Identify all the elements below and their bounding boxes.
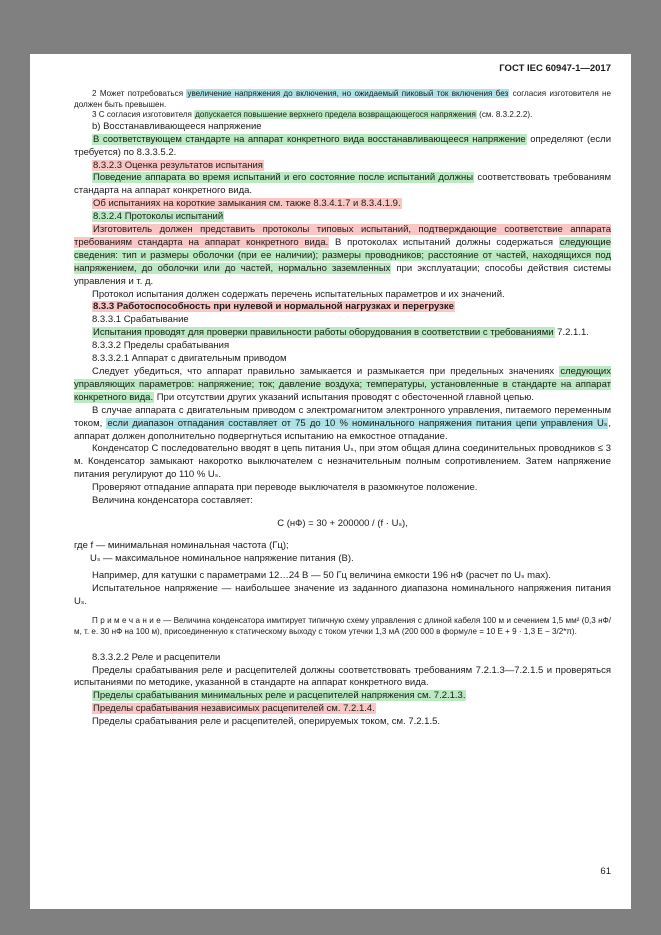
document-body xyxy=(74,89,611,729)
highlight-red: Об испытаниях на короткие замыкания см. также 8.3.4.1.7 и 8.3.4.1.9. xyxy=(93,198,401,210)
paragraph: Uₛ — максимальное номинальное напряжение питания (В). xyxy=(90,552,354,564)
paragraph: b) Восстанавливающееся напряжение xyxy=(92,120,262,132)
highlight-green: следующих управляющих параметров: напряжение; ток; давление воздуха; температуры, установленные в стандарте на аппарат конкретного вида. xyxy=(74,366,611,403)
paragraph xyxy=(74,703,611,716)
paragraph: Конденсатор С последовательно вводят в цепь питания Uₛ, при этом общая длина соединительных проводников ≤ 3 м. Конденсатор замыкают накоротко выключателем с незначительным полным сопротивлением. Затем напряжение питания регулируют до 110 % Uₛ. xyxy=(74,443,611,481)
highlight-red: Пределы срабатывания независимых расцепителей см. 7.2.1.4. xyxy=(93,703,375,715)
document-header: ГОСТ IEC 60947-1—2017 xyxy=(499,63,611,74)
highlight-red: Изготовитель должен представить протоколы типовых испытаний, подтверждающие соответствие аппарата требованиям стандарта на аппарат конкретного вида. xyxy=(74,224,611,248)
highlight-green: следующие сведения: тип и размеры оболочки (при ее наличии); размеры проводников; расстояние от частей, находящихся под напряжением, до оболочки или до частей, нормально заземленных xyxy=(74,236,611,274)
paragraph: В соответствующем стандарте на аппарат конкретного вида восстанавливающееся напряжение определяют (если требуется) по 8.3.3.5.2. xyxy=(74,133,612,158)
paragraph: Проверяют отпадание аппарата при переводе выключателя в разомкнутое положение. xyxy=(92,482,478,494)
paragraph: Пределы срабатывания реле и расцепителей, оперируемых током, см. 7.2.1.5. xyxy=(92,716,441,728)
highlight-green: допускается повышение верхнего предела возвращающегося напряжения xyxy=(195,110,476,120)
document-page xyxy=(30,54,631,909)
note: П р и м е ч а н и е — Величина конденсатора имитирует типичную схему управления с длиной кабеля 100 м и сечением 1,5 мм² (0,3 нФ/м, т. е. 30 нФ на 100 м), присоединенную к статическому выходу с током утечки 1,3 мА (200 000 в формуле = 10 Е + 9 · 1,3 Е − 3/2*π). xyxy=(74,616,611,636)
highlight-green: Поведение аппарата во время испытаний и его состояние после испытаний должны xyxy=(93,172,474,184)
highlight-green: В соответствующем стандарте на аппарат конкретного вида восстанавливающееся напряжение xyxy=(93,133,526,145)
paragraph: где f — минимальная номинальная частота (Гц); xyxy=(74,539,289,551)
paragraph: 2 Может потребоваться увеличение напряжения до включения, но ожидаемый пиковый ток включения без согласия изготовителя не должен быть превышен. xyxy=(74,89,611,109)
paragraph: Величина конденсатора составляет: xyxy=(92,495,253,507)
highlight-red: 8.3.2.3 Оценка результатов испытания xyxy=(93,159,263,171)
paragraph: Поведение аппарата во время испытаний и его состояние после испытаний должны соответствовать требованиям стандарта на аппарат конкретного вида. xyxy=(74,172,611,197)
paragraph: Пределы срабатывания реле и расцепителей должны соответствовать требованиям 7.2.1.3—7.2.1.5 и проверяться испытаниями по методике, указанной в стандарте на аппарат конкретного вида. xyxy=(74,664,611,689)
highlight-green: 8.3.2.4 Протоколы испытаний xyxy=(93,211,224,223)
page-number: 61 xyxy=(600,866,611,877)
paragraph: Протокол испытания должен содержать перечень испытательных параметров и их значений. xyxy=(92,288,505,300)
section-heading xyxy=(74,211,611,224)
section-heading: 8.3.3.2 Пределы срабатывания xyxy=(92,340,230,352)
section-heading xyxy=(74,160,611,173)
paragraph: Изготовитель должен представить протоколы типовых испытаний, подтверждающие соответствие аппарата требованиям стандарта на аппарат конкретного вида. В протоколах испытаний должны содержаться следующие сведения: тип и размеры оболочки (при ее наличии); размеры проводников; расстояние от частей, находящихся под напряжением, до оболочки или до частей, нормально заземленных при эксплуатации; способы действия системы управления и т. д. xyxy=(74,224,611,287)
formula: С (нФ) = 30 + 200000 / (f · Uₛ), xyxy=(277,517,408,529)
paragraph xyxy=(74,690,611,703)
highlight-teal: увеличение напряжения до включения, но ожидаемый пиковый ток включения без xyxy=(187,89,509,98)
paragraph xyxy=(74,198,611,211)
highlight-red: 8.3.3 Работоспособность при нулевой и нормальной нагрузках и перегрузке xyxy=(93,301,454,313)
section-heading: 8.3.3.2.1 Аппарат с двигательным приводом xyxy=(92,353,287,365)
highlight-teal: если диапазон отпадания составляет от 75 до 10 % номинального напряжения питания цепи управления Uₛ xyxy=(107,417,608,429)
paragraph: В случае аппарата с двигательным приводом с электромагнитом электронного управления, питаемого переменным током, если диапазон отпадания составляет от 75 до 10 % номинального напряжения питания цепи управления Uₛ, аппарат должен дополнительно подвергнуться испытанию на емкостное отпадание. xyxy=(74,404,611,442)
paragraph: Например, для катушки с параметрами 12…24 В — 50 Гц величина емкости 196 нФ (расчет по Uₛ max). xyxy=(92,569,551,581)
highlight-green: Испытания проводят для проверки правильности работы оборудования в соответствии с требованиями xyxy=(93,327,554,339)
section-heading: 8.3.3.1 Срабатывание xyxy=(92,314,189,326)
paragraph: Испытательное напряжение — наибольшее значение из заданного диапазона номинального напряжения питания Uₛ. xyxy=(74,582,611,607)
section-heading xyxy=(74,301,611,314)
section-heading: 8.3.3.2.2 Реле и расцепители xyxy=(92,651,221,663)
paragraph: Испытания проводят для проверки правильности работы оборудования в соответствии с требованиями 7.2.1.1. xyxy=(93,327,589,339)
paragraph: 3 С согласия изготовителя допускается повышение верхнего предела возвращающегося напряжения (см. 8.3.2.2.2). xyxy=(92,110,533,120)
highlight-green: Пределы срабатывания минимальных реле и расцепителей напряжения см. 7.2.1.3. xyxy=(93,690,466,702)
paragraph: Следует убедиться, что аппарат правильно замыкается и размыкается при предельных значениях следующих управляющих параметров: напряжение; ток; давление воздуха; температуры, установленные в стандарте на аппарат конкретного вида. При отсутствии других указаний испытания проводят с обесточенной главной цепью. xyxy=(74,366,611,403)
